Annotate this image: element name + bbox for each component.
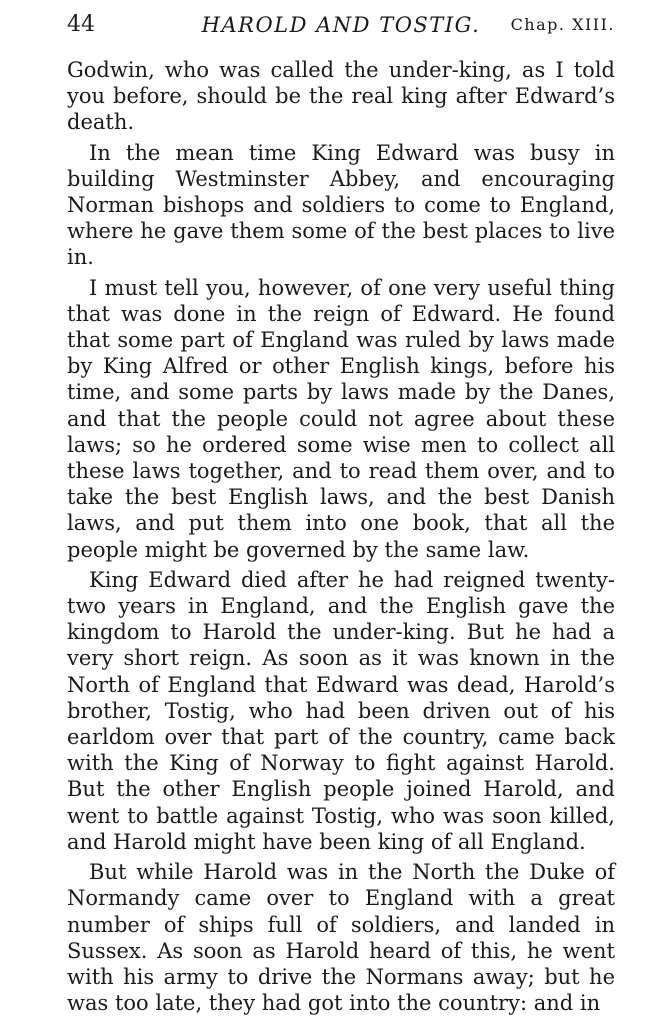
running-title: HAROLD AND TOSTIG. xyxy=(201,13,481,37)
body-text xyxy=(67,57,615,1020)
page-header xyxy=(67,10,615,40)
chapter-label: Chap. XIII. xyxy=(510,15,615,34)
paragraph: King Edward died after he had reigned twenty-two years in England, and the English gave the kingdom to Harold the under-king. But he had a very short reign. As soon as it was known in the North of England that Edward was dead, Harold’s brother, Tostig, who had been driven out of his earldom over that part of the country, came back with the King of Norway to fight against Harold. But the other English people joined Harold, and went to battle against Tostig, who was soon killed, and Harold might have been king of all England. xyxy=(67,567,615,854)
paragraph: But while Harold was in the North the Duke of Normandy came over to England with a great number of ships full of soldiers, and landed in Sussex. As soon as Harold heard of this, he went with his army to drive the Normans away; but he was too late, they had got into the country: and in xyxy=(67,860,615,1016)
paragraph: I must tell you, however, of one very useful thing that was done in the reign of Edward. He found that some part of England was ruled by laws made by King Alfred or other English kings, before his time, and some parts by laws made by the Danes, and that the people could not agree about these laws; so he ordered some wise men to collect all these laws together, and to read them over, and to take the best English laws, and the best Danish laws, and put them into one book, that all the people might be governed by the same law. xyxy=(67,275,615,562)
page-number: 44 xyxy=(67,12,95,37)
paragraph-continued: Godwin, who was called the under-king, as I told you before, should be the real king after Edward’s death. xyxy=(67,58,615,135)
paragraph: In the mean time King Edward was busy in building Westminster Abbey, and encouraging Norman bishops and soldiers to come to England, where he gave them some of the best places to live in. xyxy=(67,140,615,270)
